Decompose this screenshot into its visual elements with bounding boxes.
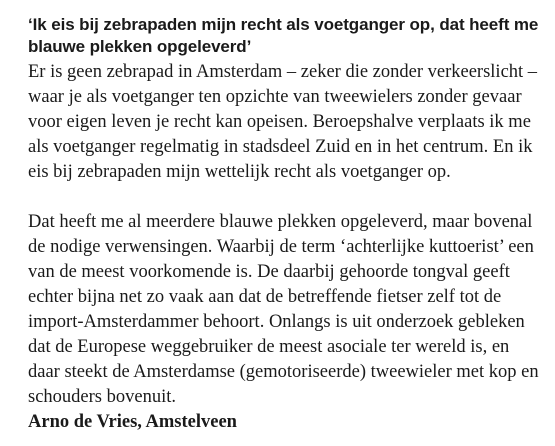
letter-paragraph-1: Er is geen zebrapad in Amsterdam – zeker die zonder verkeerslicht – waar je als voetganger ten opzichte van tweewielers zonder gevaar voor eigen leven je recht kan opeisen. Beroepshalve verplaats ik me als voetganger regelmatig in stadsdeel Zuid en in het centrum. En ik eis bij zebrapaden mijn wettelijk recht als voetganger op. bbox=[28, 62, 538, 182]
paragraph-spacer bbox=[28, 185, 539, 210]
letter-signature: Arno de Vries, Amstelveen bbox=[28, 412, 237, 432]
letter-paragraph-2: Dat heeft me al meerdere blauwe plekken opgeleverd, maar bovenal de nodige verwensingen. Waarbij de term ‘achterlijke kuttoerist’ een van de meest voorkomende is. De daarbij gehoorde tongval geeft echter bijna net zo vaak aan dat de betreffende fietser zelf tot de import-Amsterdammer behoort. Onlangs is uit onderzoek gebleken dat de Europese weggebruiker de meest asociale ter wereld is, en daar steekt de Amsterdamse (gemotoriseerde) tweewieler met kop en schouders bovenuit. bbox=[28, 212, 539, 407]
letter-headline: ‘Ik eis bij zebrapaden mijn recht als voetganger op, dat heeft me blauwe plekken opgeleverd’ bbox=[28, 15, 539, 56]
